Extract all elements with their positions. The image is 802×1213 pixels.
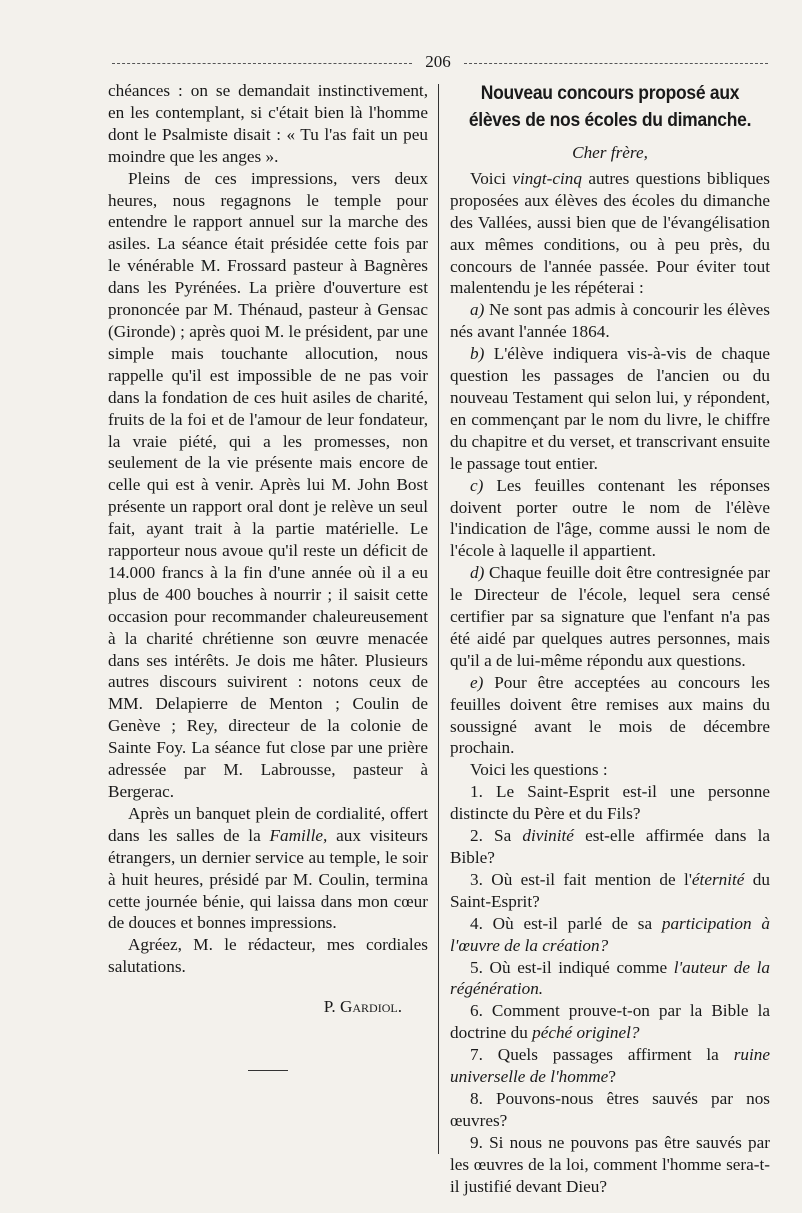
right-column — [450, 80, 770, 1198]
question: 1. Le Saint-Esprit est-il une personne distincte du Père et du Fils? — [450, 782, 770, 824]
paragraph: Pleins de ces impressions, vers deux heures, nous regagnons le temple pour entendre le rapport annuel sur la marche des asiles. La séance était présidée cette fois par le vénérable M. Frossard pasteur à Bagnères dans les Pyrénées. La prière d'ouverture est prononcée par M. Thénaud, pasteur à Gensac (Gironde) ; après quoi M. le président, par une simple mais touchante allocution, nous rappelle qu'il est impossible de ne pas voir dans la fondation de ces huit asiles de charité, fruits de la foi et de l'amour de leur fondateur, la vraie piété, qui a les promesses, non seulement de la vie présente mais encore de celle qui est à venir. Après lui M. John Bost présente un rapport oral dont je relève un seul fait, ayant trait à la partie matérielle. Le rapporteur nous avoue qu'il reste un déficit de 14.000 francs à la fin d'une année où il a eu plus de 400 bouches à nourrir ; il saisit cette occasion pour recommander chaleureusement à la charité chrétienne son œuvre menacée dans ses intérêts. Je dois me hâter. Plusieurs autres discours suivirent : notons ceux de MM. Delapierre de Menton ; Coulin de Genève ; Rey, directeur de la colonie de Sainte Foy. La séance fut close par une prière adressée par M. Labrousse, pasteur à Bergerac. — [108, 168, 428, 801]
page-number: 206 — [425, 52, 451, 71]
text: Après un banquet plein de cordialité, offert dans les salles de la — [108, 803, 428, 845]
paragraph — [108, 803, 428, 934]
question: 8. Pouvons-nous êtres sauvés par nos œuvres? — [450, 1088, 770, 1130]
question — [450, 869, 770, 913]
italic-text: l'auteur de la régénération. — [450, 957, 770, 999]
italic-text: divinité — [522, 826, 574, 846]
italic-text: éternité — [691, 869, 745, 889]
text: L'élève indiquera vis-à-vis de chaque question les passages de l'ancien ou du nouveau Testament qui selon lui, y répondent, en commençant par le nom du livre, le chiffre du chapitre et du verset, et transcrivant ensuite le passage tout entier. — [450, 344, 770, 473]
article-title: Nouveau concours proposé aux élèves de nos écoles du dimanche. — [468, 83, 752, 131]
text: 3. Où est-il fait mention de l' — [470, 869, 692, 889]
text: 2. Sa — [470, 826, 523, 846]
text: ? — [608, 1067, 616, 1087]
rule-item — [450, 475, 770, 563]
paragraph: Agréez, M. le rédacteur, mes cordiales salutations. — [108, 935, 428, 977]
question — [450, 913, 770, 957]
italic-text: participation à l'œuvre de la création? — [450, 913, 770, 955]
text: est-elle affirmée dans la Bible? — [450, 826, 770, 867]
italic-text: vingt-cinq — [512, 168, 582, 188]
rule-item — [450, 299, 770, 343]
text: 4. Où est-il parlé de sa — [470, 913, 662, 933]
paragraph — [450, 168, 770, 299]
text: 7. Quels passages affirment la — [470, 1045, 734, 1065]
questions-intro: Voici les questions : — [470, 760, 608, 780]
italic-text: péché originel? — [532, 1023, 640, 1043]
text: 5. Où est-il indiqué comme — [470, 957, 674, 977]
rule-item — [450, 343, 770, 474]
text: Chaque feuille doit être contresignée par le Directeur de l'école, lequel sera censé certifier par sa signature que l'enfant n'a pas été aidé par quelques autres personnes, mais qu'il a de lui-même répondu aux questions. — [450, 563, 770, 670]
italic-text: Famille, — [269, 825, 328, 845]
end-rule — [248, 1070, 288, 1071]
paragraph: chéances : on se demandait instinctivement, en les contemplant, si c'était bien là l'homme dont le Psalmiste disait : « Tu l'as fait un peu moindre que les anges ». — [108, 81, 428, 166]
signature: P. Gardiol. — [323, 997, 402, 1017]
text: Pour être acceptées au concours les feuilles doivent être remises aux mains du soussigné avant le mois de décembre prochain. — [450, 672, 770, 758]
column-divider — [438, 84, 439, 1154]
rule-mark: b) — [470, 344, 485, 364]
text: du Saint-Esprit? — [450, 869, 770, 911]
text: Les feuilles contenant les réponses doivent porter outre le nom de l'élève l'indication de l'âge, comme aussi le nom de l'école à laquelle il appartient. — [450, 475, 770, 561]
text: Ne sont pas admis à concourir les élèves nés avant l'année 1864. — [450, 300, 770, 342]
text: aux visiteurs étrangers, un dernier service au temple, le soir à huit heures, présidé par M. Coulin, termina cette journée bénie, qui laissa dans mon cœur de douces et bonnes impressions. — [108, 825, 428, 933]
page-header — [112, 52, 768, 72]
rule-mark: a) — [470, 300, 485, 320]
question — [450, 957, 770, 1001]
left-column — [108, 80, 428, 1071]
rule-mark: e) — [470, 672, 484, 692]
header-rule-left — [112, 63, 412, 64]
text: autres questions bibliques proposées aux élèves des écoles du dimanche des Vallées, aussi bien que de l'évangélisation aux mêmes conditions, ou à peu près, du concours de l'année passée. Pour éviter tout malentendu je les répéterai : — [450, 168, 770, 298]
question — [450, 1044, 770, 1088]
italic-text: ruine universelle de l'homme — [450, 1045, 770, 1087]
rule-mark: c) — [470, 475, 484, 495]
rule-item — [450, 672, 770, 760]
rule-item — [450, 562, 770, 672]
header-rule-right — [464, 63, 768, 64]
rule-mark: d) — [470, 563, 485, 583]
salutation: Cher frère, — [572, 143, 648, 162]
text: Voici — [470, 168, 513, 188]
question — [450, 1000, 770, 1044]
question: 9. Si nous ne pouvons pas être sauvés par les œuvres de la loi, comment l'homme sera-t-il justifié devant Dieu? — [450, 1132, 770, 1196]
text: 6. Comment prouve-t-on par la Bible la doctrine du — [450, 1001, 770, 1043]
question — [450, 825, 770, 869]
